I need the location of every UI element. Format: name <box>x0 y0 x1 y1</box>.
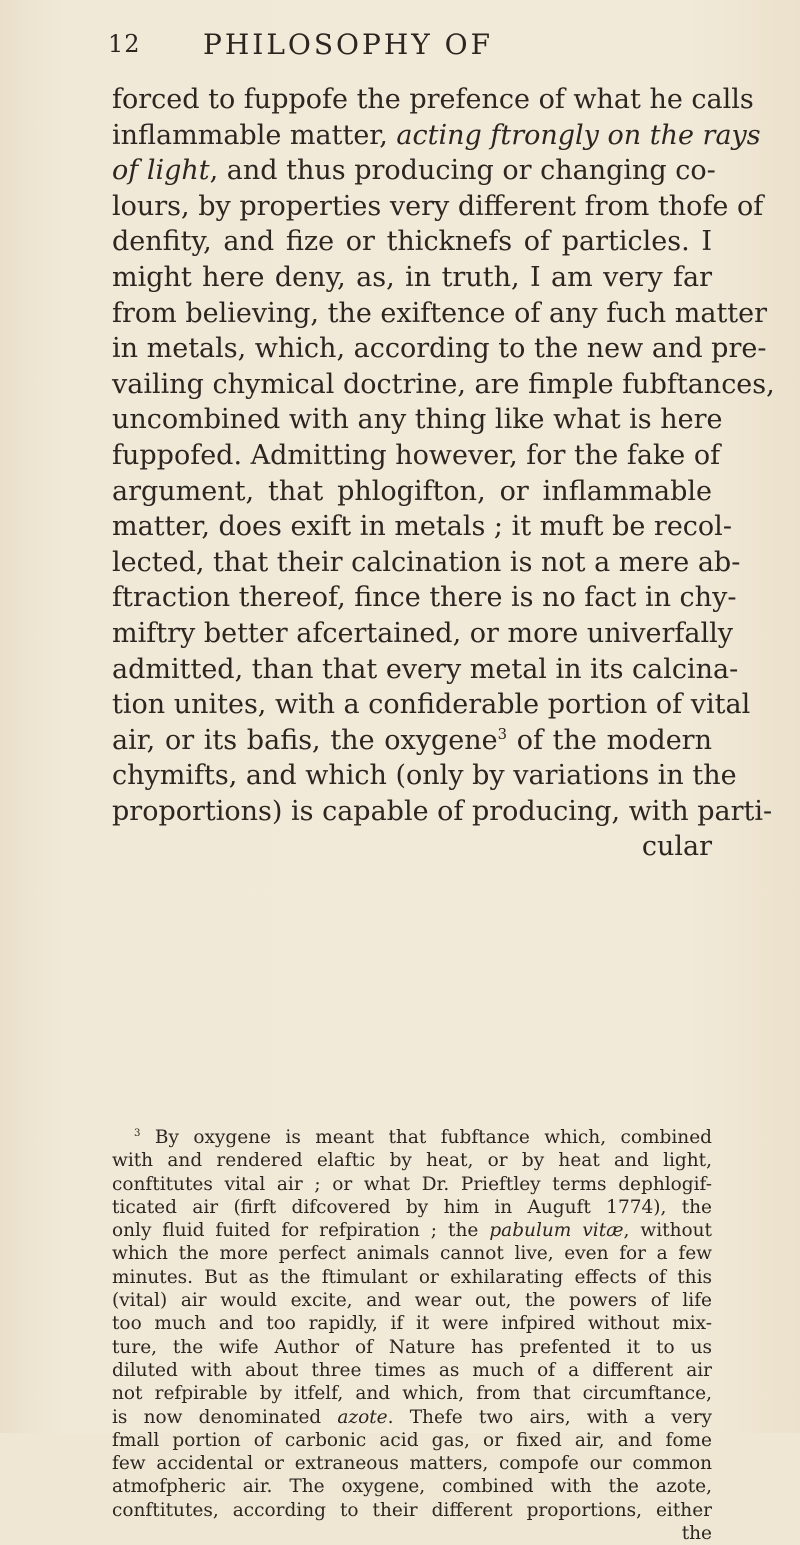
running-head: PHILOSOPHY OF <box>203 28 494 61</box>
footnote-line: too much and too rapidly, if it were infpired without mix- <box>112 1313 712 1335</box>
text-line: might here deny, as, in truth, I am very far <box>112 261 712 293</box>
footnote-line: $^3$ By oxygene is meant that fubftance which, combined <box>134 1127 712 1148</box>
text-line: ftraction thereof, fince there is no fact in chy- <box>112 582 737 614</box>
footnote-line: is now denominated azote. Thefe two airs, with a very <box>112 1406 712 1428</box>
text-line: tion unites, with a confiderable portion of vital <box>112 689 751 721</box>
footnote-line: atmofpheric air. The oxygene, combined with the azote, <box>112 1476 712 1498</box>
footnote-line: ture, the wife Author of Nature has prefented it to us <box>112 1336 712 1358</box>
catchword: cular <box>641 831 712 863</box>
text-line: lected, that their calcination is not a mere ab- <box>112 546 741 578</box>
footnote-line: only fluid fuited for refpiration ; the pabulum vitæ, without <box>112 1220 712 1242</box>
text-line: proportions) is capable of producing, with parti- <box>112 795 773 827</box>
footnote-line: not refpirable by itfelf, and which, from that circumftance, <box>112 1383 712 1405</box>
text-line: fuppofed. Admitting however, for the fake of <box>112 439 721 471</box>
page-header <box>108 28 708 68</box>
footnote-catchword: the <box>681 1523 712 1545</box>
text-line: vailing chymical doctrine, are fimple fubftances, <box>112 368 775 400</box>
footnote-marker: 3 <box>134 1127 141 1139</box>
footnote-line: with and rendered elaftic by heat, or by heat and light, <box>112 1150 712 1172</box>
footnote-line: diluted with about three times as much of a different air <box>112 1359 712 1381</box>
text-line: of light, and thus producing or changing co- <box>112 155 716 187</box>
text-line: forced to fuppofe the prefence of what he calls <box>112 84 754 115</box>
footnote-line: conftitutes vital air ; or what Dr. Prieftley terms dephlogif- <box>112 1173 712 1195</box>
footnote-line: which the more perfect animals cannot live, even for a few <box>112 1243 712 1265</box>
text-line: uncombined with any thing like what is here <box>112 404 723 436</box>
text-line: lours, by properties very different from thofe of <box>112 190 764 222</box>
footnote-reference: 3 <box>497 724 508 743</box>
text-line: admitted, than that every metal in its calcina- <box>112 653 739 685</box>
text-line: argument, that phlogifton, or inflammable <box>112 475 712 507</box>
italic-phrase: of light <box>112 155 210 187</box>
text-line: from believing, the exiftence of any fuch matter <box>112 297 768 329</box>
text-line: inflammable matter, acting ftrongly on the rays <box>112 119 761 151</box>
italic-phrase: acting ftrongly on the rays <box>396 119 761 151</box>
text-line: in metals, which, according to the new and pre- <box>112 333 767 365</box>
text-line: air, or its bafis, the oxygene$^3$ of the modern <box>112 724 712 756</box>
footnote-line: (vital) air would excite, and wear out, the powers of life <box>112 1290 712 1312</box>
footnote <box>112 1126 712 1545</box>
footnote-line: conftitutes, according to their different proportions, either <box>112 1499 712 1521</box>
text-line: chymifts, and which (only by variations in the <box>112 760 737 792</box>
footnote-line: minutes. But as the ftimulant or exhilarating effects of this <box>112 1266 712 1288</box>
text-line: denfity, and fize or thicknefs of particles. I <box>112 226 712 258</box>
page-number: 12 <box>108 30 141 58</box>
italic-phrase: pabulum vitæ <box>489 1220 624 1242</box>
footnote-line: fmall portion of carbonic acid gas, or fixed air, and fome <box>112 1429 712 1451</box>
text-line: matter, does exift in metals ; it muft be recol- <box>112 511 732 543</box>
text-line: miftry better afcertained, or more univerfally <box>112 617 733 649</box>
italic-phrase: azote <box>337 1406 388 1428</box>
footnote-line: few accidental or extraneous matters, compofe our common <box>112 1453 712 1475</box>
footnote-line: ticated air (firft difcovered by him in Auguft 1774), the <box>112 1196 712 1218</box>
main-text <box>112 82 775 865</box>
